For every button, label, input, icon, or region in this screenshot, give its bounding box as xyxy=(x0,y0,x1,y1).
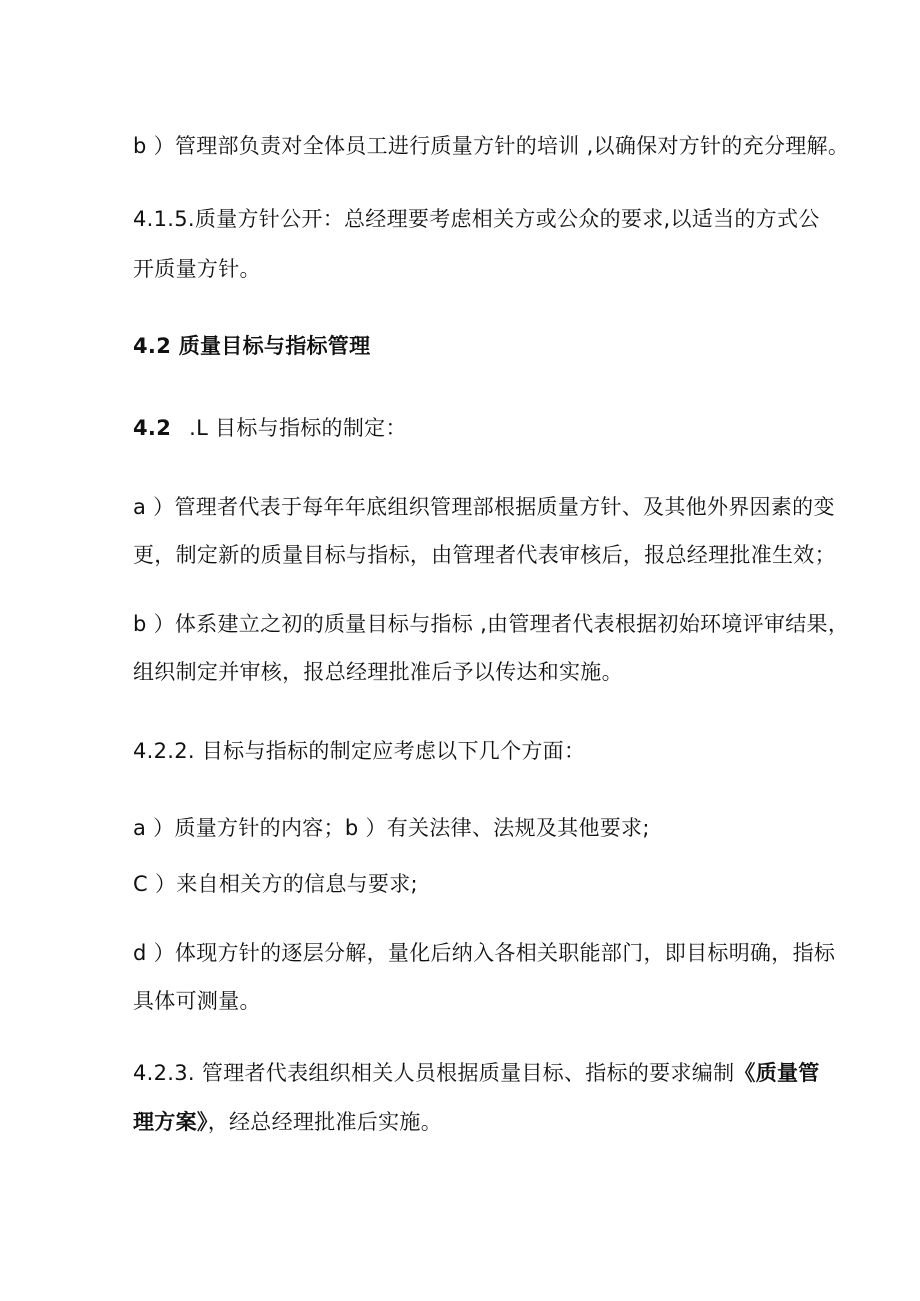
subsection-4-2-1 xyxy=(133,413,407,443)
paragraph-4-1-5-line2: 开质量方针。 xyxy=(133,257,261,281)
document-title-part1: 《质量管 xyxy=(734,1061,820,1085)
paragraph-4-1-5-line1: 4.1.5.质量方针公开：总经理要考虑相关方或公众的要求,以适当的方式公 xyxy=(133,207,820,231)
section-heading-4-2: 4.2 质量目标与指标管理 xyxy=(133,334,371,358)
subsection-number: 4.2 xyxy=(133,416,172,440)
paragraph-a-line2: 更，制定新的质量目标与指标，由管理者代表审核后，报总经理批准生效； xyxy=(133,543,836,567)
list-item-a-b: a ）质量方针的内容；b ）有关法律、法规及其他要求; xyxy=(133,816,650,840)
paragraph-4-2-3-text: 4.2.3. 管理者代表组织相关人员根据质量目标、指标的要求编制 xyxy=(133,1061,735,1085)
document-title-part2: 理方案》 xyxy=(133,1110,208,1134)
subsection-title: .L 目标与指标的制定： xyxy=(189,416,407,440)
list-item-d-line1: d ）体现方针的逐层分解，量化后纳入各相关职能部门，即目标明确，指标 xyxy=(133,941,836,965)
paragraph-4-2-3-suffix: ，经总经理批准后实施。 xyxy=(207,1110,443,1134)
paragraph-4-2-3-line1 xyxy=(133,1058,820,1088)
paragraph-b-line1: b ）体系建立之初的质量目标与指标 ,由管理者代表根据初始环境评审结果， xyxy=(133,612,850,636)
paragraph-4-2-3-line2 xyxy=(133,1107,442,1137)
list-item-d-line2: 具体可测量。 xyxy=(133,989,261,1013)
paragraph-b-line2: 组织制定并审核，报总经理批准后予以传达和实施。 xyxy=(133,660,623,684)
paragraph-4-2-2: 4.2.2. 目标与指标的制定应考虑以下几个方面： xyxy=(133,739,586,763)
paragraph-a-line1: a ）管理者代表于每年年底组织管理部根据质量方针、及其他外界因素的变 xyxy=(133,495,835,519)
paragraph-training: b ）管理部负责对全体员工进行质量方针的培训 ,以确保对方针的充分理解。 xyxy=(133,134,850,158)
list-item-c: C ）来自相关方的信息与要求; xyxy=(133,872,418,896)
